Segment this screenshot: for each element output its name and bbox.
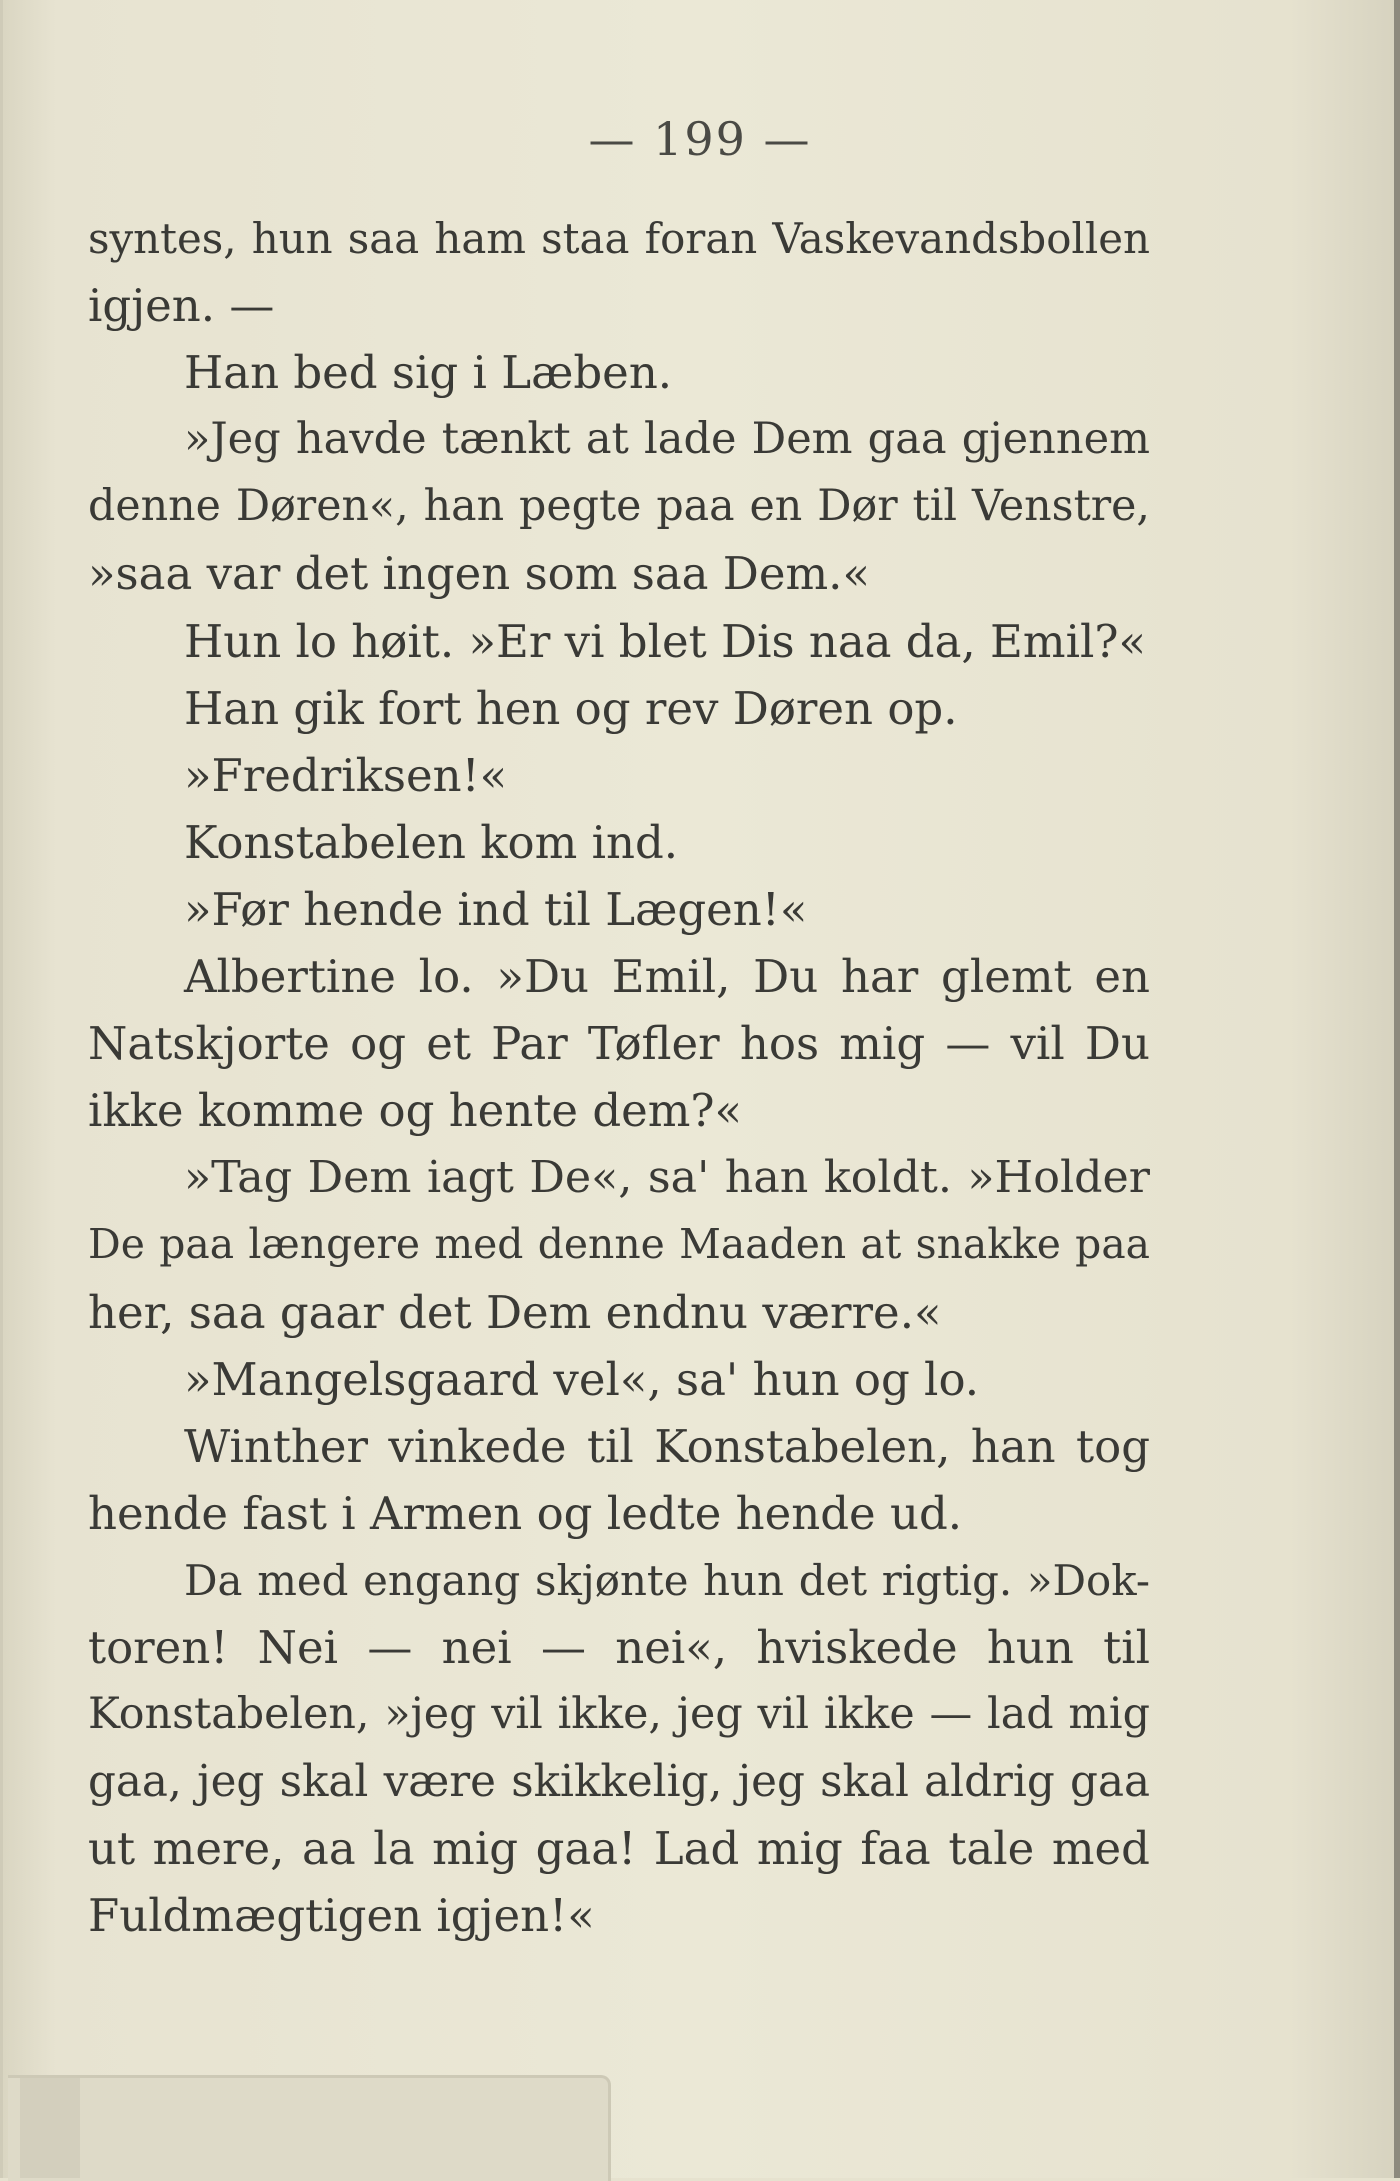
text-line: ut mere, aa la mig gaa! Lad mig faa tale med — [88, 1822, 1150, 1876]
text-line: hende fast i Armen og ledte hende ud. — [88, 1486, 963, 1540]
page-number-header: — 199 — — [588, 112, 812, 166]
paper-tab-shadow — [20, 2078, 80, 2178]
text-line: »Fredriksen!« — [184, 748, 508, 802]
page-right-edge — [1394, 0, 1400, 2178]
text-line: her, saa gaar det Dem endnu værre.« — [88, 1285, 942, 1339]
text-line: Natskjorte og et Par Tøfler hos mig — vil Du — [88, 1017, 1150, 1071]
text-line: Hun lo høit. »Er vi blet Dis naa da, Emil?« — [184, 614, 1147, 668]
text-line: »Tag Dem iagt De«, sa' han koldt. »Holder — [184, 1152, 1150, 1204]
text-line: De paa længere med denne Maaden at snakke paa — [88, 1220, 1150, 1269]
text-line: »Mangelsgaard vel«, sa' hun og lo. — [184, 1352, 980, 1406]
text-line: gaa, jeg skal være skikkelig, jeg skal aldrig gaa — [88, 1756, 1150, 1808]
text-line: Winther vinkede til Konstabelen, han tog — [184, 1419, 1150, 1473]
body-text — [88, 205, 1150, 1949]
text-line: Han bed sig i Læben. — [184, 346, 673, 400]
text-line: denne Døren«, han pegte paa en Dør til Venstre, — [88, 481, 1150, 532]
text-line: syntes, hun saa ham staa foran Vaskevandsbollen — [88, 214, 1150, 263]
text-line: igjen. — — [88, 279, 275, 333]
text-line: Albertine lo. »Du Emil, Du har glemt en — [184, 950, 1150, 1004]
text-line: ikke komme og hente dem?« — [88, 1084, 743, 1138]
text-line: Konstabelen, »jeg vil ikke, jeg vil ikke — lad mig — [88, 1689, 1150, 1740]
text-line: »saa var det ingen som saa Dem.« — [88, 547, 871, 601]
text-line: toren! Nei — nei — nei«, hviskede hun til — [88, 1620, 1150, 1674]
text-line: Fuldmægtigen igjen!« — [88, 1889, 595, 1943]
text-line: »Før hende ind til Lægen!« — [184, 882, 808, 936]
page-left-edge — [0, 0, 3, 2178]
text-line: Han gik fort hen og rev Døren op. — [184, 681, 958, 735]
paper-tab — [8, 2075, 611, 2181]
text-line: Konstabelen kom ind. — [184, 815, 679, 869]
text-line: »Jeg havde tænkt at lade Dem gaa gjennem — [184, 414, 1150, 465]
text-line: Da med engang skjønte hun det rigtig. »Dok- — [184, 1555, 1150, 1605]
